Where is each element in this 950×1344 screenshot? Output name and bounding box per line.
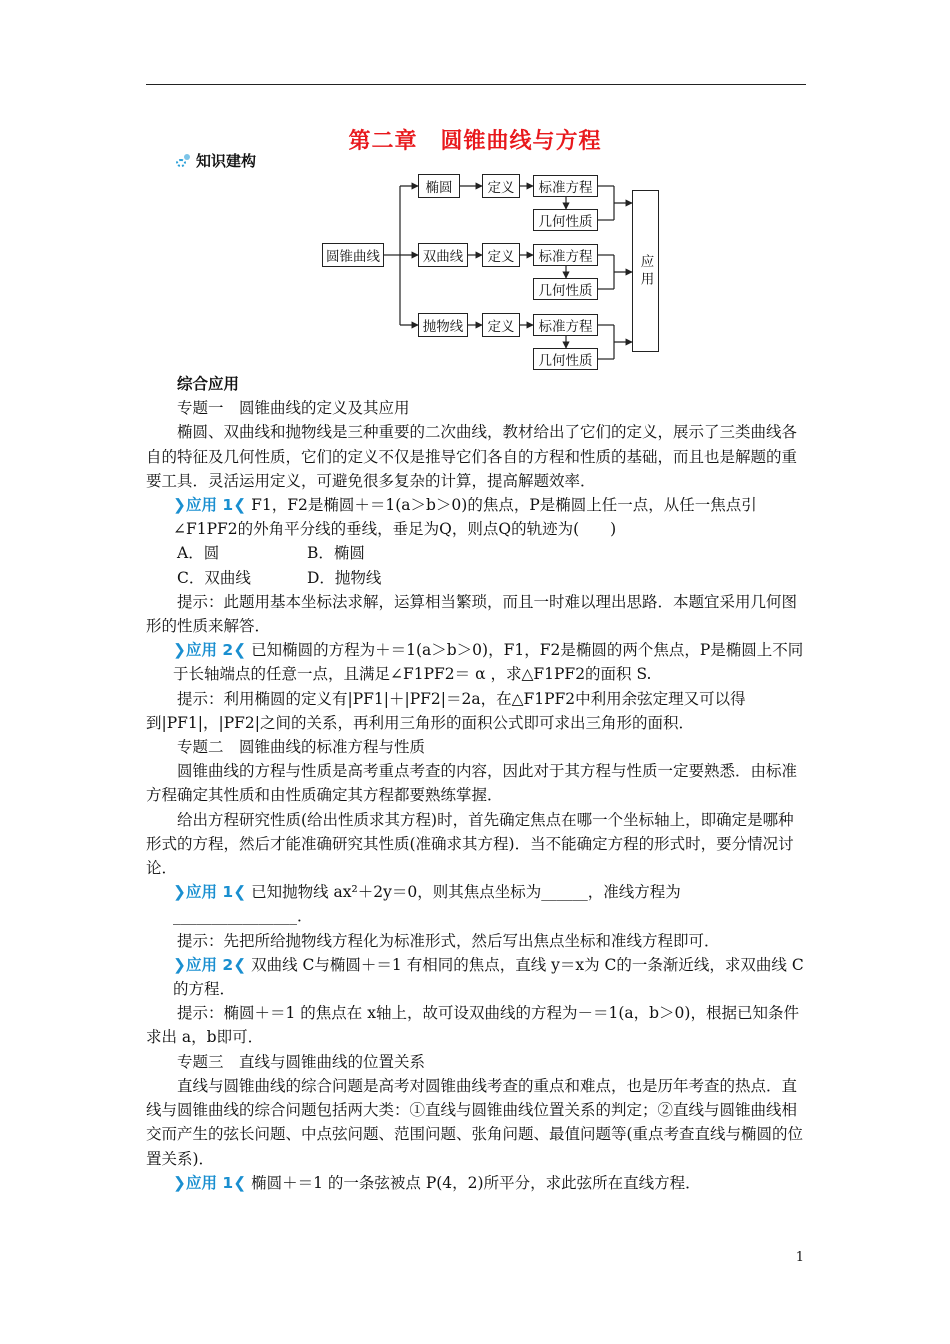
app-tag: ❯应用 2❮	[173, 955, 247, 974]
arrow-right-icon: ❯	[173, 955, 186, 974]
page-number: 1	[795, 1250, 804, 1265]
diagram-curve-ellipse: 椭圆	[418, 174, 460, 198]
topic-1-heading: 专题一 圆锥曲线的定义及其应用	[177, 399, 410, 418]
topic-2-intro-2: 给出方程研究性质(给出性质求其方程)时，首先确定焦点在哪一个坐标轴上，即确定是哪种形式的方程，然后才能准确研究其性质(准确求其方程)．当不能确定方程的形式时，要分情况讨论．	[146, 810, 794, 878]
diagram-def: 定义	[482, 174, 520, 198]
topic-1-app-1-hint: 提示：此题用基本坐标法求解，运算相当繁琐，而且一时难以理出思路．本题宜采用几何图形的性质来解答．	[146, 592, 798, 636]
topic-3-intro: 直线与圆锥曲线的综合问题是高考对圆锥曲线考查的重点和难点，也是历年考查的热点．直线与圆锥曲线的综合问题包括两大类：①直线与圆锥曲线位置关系的判定；②直线与圆锥曲线相交而产生的弦长问题、中点弦问题、范围问题、张角问题、最值问题等(重点考查直线与椭圆的位置关系)．	[146, 1076, 804, 1168]
diagram-geo-prop: 几何性质	[533, 209, 598, 231]
chevron-left-icon: ❮	[233, 496, 247, 515]
diagram-geo-prop: 几何性质	[533, 278, 598, 300]
chevron-left-icon: ❮	[233, 955, 247, 974]
topic-1-app-2-hint: 提示：利用椭圆的定义有|PF1|＋|PF2|＝2a，在△F1PF2中利用余弦定理又可以得到|PF1|，|PF2|之间的关系，再利用三角形的面积公式即可求出三角形的面积．	[146, 689, 746, 732]
topic-2-intro-1: 圆锥曲线的方程与性质是高考重点考查的内容，因此对于其方程与性质一定要熟悉．由标准方程确定其性质和由性质确定其方程都要熟练掌握．	[146, 762, 798, 805]
topic-1-app-2: ❯应用 2❮ 已知椭圆的方程为＋＝1(a＞b＞0)，F1，F2是椭圆的两个焦点，P是椭圆上不同于长轴端点的任意一点，且满足∠F1PF2＝ α ，求△F1PF2的面积 S.	[173, 641, 804, 684]
topic-2-app-1-hint: 提示：先把所给抛物线方程化为标准形式，然后写出焦点坐标和准线方程即可．	[177, 931, 720, 950]
main-content	[146, 372, 808, 1195]
topic-1-options-1	[146, 541, 808, 565]
topic-2-app-1: ❯应用 1❮ 已知抛物线 ax²＋2y＝0，则其焦点坐标为______，准线方程为________________．	[173, 883, 681, 926]
diagram-std-eq: 标准方程	[533, 175, 598, 197]
app-tag: ❯应用 2❮	[173, 641, 247, 660]
chevron-left-icon: ❮	[233, 1173, 247, 1192]
diagram-def: 定义	[482, 313, 520, 337]
topic-3-heading: 专题三 直线与圆锥曲线的位置关系	[177, 1052, 426, 1071]
arrow-right-icon: ❯	[173, 496, 186, 515]
chevron-left-icon: ❮	[233, 883, 247, 902]
option-d: D．抛物线	[307, 568, 382, 587]
topic-1-options-2	[146, 566, 808, 590]
topic-2-heading: 专题二 圆锥曲线的标准方程与性质	[177, 738, 426, 757]
option-c: C．双曲线	[177, 568, 251, 587]
arrow-right-icon: ❯	[173, 641, 186, 660]
chapter-title: 第二章 圆锥曲线与方程	[348, 129, 602, 154]
diagram-def: 定义	[482, 243, 520, 267]
topic-1-intro: 椭圆、双曲线和抛物线是三种重要的二次曲线，教材给出了它们的定义，展示了三类曲线各自的特征及几何性质，它们的定义不仅是推导它们各自的方程和性质的基础，而且也是解题的重要工具．灵活运用定义，可避免很多复杂的计算，提高解题效率．	[146, 423, 798, 490]
topic-2-app-2-hint: 提示：椭圆＋＝1 的焦点在 x轴上，故可设双曲线的方程为－＝1(a，b＞0)，根据已知条件求出 a，b即可．	[146, 1004, 799, 1047]
diagram-curve-parabola: 抛物线	[418, 313, 468, 337]
app-tag: ❯应用 1❮	[173, 883, 247, 902]
diagram-geo-prop: 几何性质	[533, 348, 598, 370]
diagram-connectors	[0, 0, 950, 400]
knowledge-diagram	[0, 0, 950, 400]
app-tag: ❯应用 1❮	[173, 1173, 247, 1192]
diagram-apply: 应用	[632, 190, 659, 352]
knowledge-heading-label: 知识建构	[196, 152, 257, 170]
diagram-curve-hyperbola: 双曲线	[418, 243, 468, 267]
topic-3-app-1: ❯应用 1❮ 椭圆＋＝1 的一条弦被点 P(4，2)所平分，求此弦所在直线方程．	[173, 1173, 701, 1192]
topic-1-app-1: ❯应用 1❮ F1，F2是椭圆＋＝1(a＞b＞0)的焦点，P是椭圆上任一点，从任一焦点引∠F1PF2的外角平分线的垂线，垂足为Q，则点Q的轨迹为( )	[173, 496, 757, 539]
topic-2-app-2: ❯应用 2❮ 双曲线 C与椭圆＋＝1 有相同的焦点，直线 y＝x为 C的一条渐近线，求双曲线 C的方程．	[173, 955, 804, 999]
chevron-left-icon: ❮	[233, 641, 247, 660]
app-tag: ❯应用 1❮	[173, 496, 247, 515]
arrow-right-icon: ❯	[173, 883, 186, 902]
arrow-right-icon: ❯	[173, 1173, 186, 1192]
diagram-root: 圆锥曲线	[322, 243, 384, 267]
section-heading: 综合应用	[177, 375, 240, 393]
diagram-std-eq: 标准方程	[533, 244, 598, 266]
diagram-std-eq: 标准方程	[533, 314, 598, 336]
option-a: A．圆	[177, 544, 220, 563]
option-b: B．椭圆	[307, 544, 365, 563]
